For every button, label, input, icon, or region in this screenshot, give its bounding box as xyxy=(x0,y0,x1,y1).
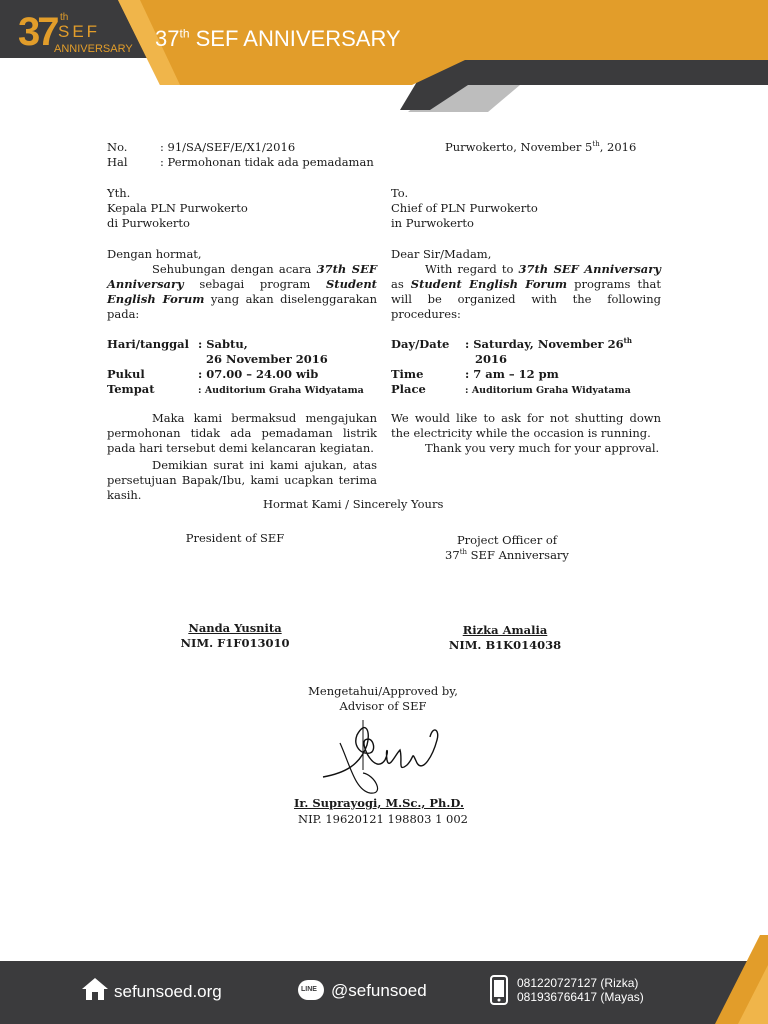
left-paragraph-1: Sehubungan dengan acara 37th SEF Anniversary sebagai program Student English Forum yang akan diselenggarakan pada: xyxy=(107,262,378,321)
phone-number-mayas[interactable]: 081936766417 (Mayas) xyxy=(517,990,644,1004)
letter-subject-value: : Permohonan tidak ada pemadaman xyxy=(160,155,374,169)
right-recipient: To. Chief of PLN Purwokerto in Purwokerto xyxy=(391,186,538,230)
logo-brand: SEF xyxy=(58,22,101,41)
left-paragraph-3: Demikian surat ini kami ajukan, atas persetujuan Bapak/Ibu, kami ucapkan terima kasih. xyxy=(107,458,377,502)
left-day-value-2: 26 November 2016 xyxy=(206,352,328,366)
right-greeting: Dear Sir/Madam, xyxy=(391,247,492,261)
home-icon xyxy=(82,978,108,1000)
logo-caption: ANNIVERSARY xyxy=(54,43,133,55)
letter-date: Purwokerto, November 5th, 2016 xyxy=(445,140,637,154)
right-day-value-2: 2016 xyxy=(475,352,508,366)
right-time-label: Time xyxy=(391,367,424,381)
right-day-value: : Saturday, November 26th xyxy=(465,336,632,351)
left-place-value: : Auditorium Graha Widyatama xyxy=(198,385,364,396)
advisor-name: Ir. Suprayogi, M.Sc., Ph.D. xyxy=(293,796,464,810)
footer-line-handle[interactable]: @sefunsoed xyxy=(331,981,427,1000)
right-signatory-id: NIM. B1K014038 xyxy=(448,638,562,652)
right-time-value: : 7 am – 12 pm xyxy=(465,367,559,381)
approval-label: Mengetahui/Approved by, Advisor of SEF xyxy=(308,684,458,713)
closing: Hormat Kami / Sincerely Yours xyxy=(263,497,444,511)
right-place-label: Place xyxy=(391,382,426,396)
header-banner xyxy=(0,0,768,112)
right-day-label: Day/Date xyxy=(391,337,450,351)
left-signatory-role: President of SEF xyxy=(185,531,285,545)
phone-icon xyxy=(490,975,508,1005)
right-paragraph-2: We would like to ask for not shutting down the electricity while the occasion is running. xyxy=(391,411,661,440)
line-icon xyxy=(298,980,324,1000)
right-signatory-role: Project Officer of 37th SEF Anniversary xyxy=(445,533,569,562)
right-paragraph-3: Thank you very much for your approval. xyxy=(425,441,660,455)
right-place-value: : Auditorium Graha Widyatama xyxy=(465,385,631,396)
right-paragraph-1: With regard to 37th SEF Anniversary as Student English Forum programs that will be organized with the following procedures: xyxy=(391,262,661,321)
logo-suffix: th xyxy=(60,12,69,23)
logo-number: 37 xyxy=(18,10,57,54)
left-place-label: Tempat xyxy=(107,382,155,396)
left-time-value: : 07.00 – 24.00 wib xyxy=(198,367,319,381)
left-recipient: Yth. Kepala PLN Purwokerto di Purwokerto xyxy=(107,186,248,230)
letter-number: No. xyxy=(107,140,128,154)
letter-subject-label: Hal xyxy=(107,155,128,169)
letter-number-value: : 91/SA/SEF/E/X1/2016 xyxy=(160,140,296,154)
footer-banner xyxy=(0,935,768,1024)
logo xyxy=(18,10,133,62)
left-day-value: : Sabtu, xyxy=(198,337,248,351)
footer-phones xyxy=(517,976,644,1004)
left-greeting: Dengan hormat, xyxy=(107,247,202,261)
left-paragraph-2: Maka kami bermaksud mengajukan permohonan tidak ada pemadaman listrik pada hari tersebut demi kelancaran kegiatan. xyxy=(107,411,377,455)
left-time-label: Pukul xyxy=(107,367,145,381)
left-day-label: Hari/tanggal xyxy=(107,337,189,351)
header-title: 37th SEF ANNIVERSARY xyxy=(155,26,401,51)
phone-number-rizka[interactable]: 081220727127 (Rizka) xyxy=(517,976,639,990)
footer-website[interactable]: sefunsoed.org xyxy=(114,982,222,1001)
advisor-id: NIP. 19620121 198803 1 002 xyxy=(298,812,468,826)
right-signatory-name: Rizka Amalia xyxy=(462,623,548,637)
left-signatory-name: Nanda Yusnita xyxy=(188,621,282,635)
left-signatory-id: NIM. F1F013010 xyxy=(180,636,290,650)
line-badge: LINE xyxy=(301,986,317,993)
advisor-signature xyxy=(315,715,455,795)
